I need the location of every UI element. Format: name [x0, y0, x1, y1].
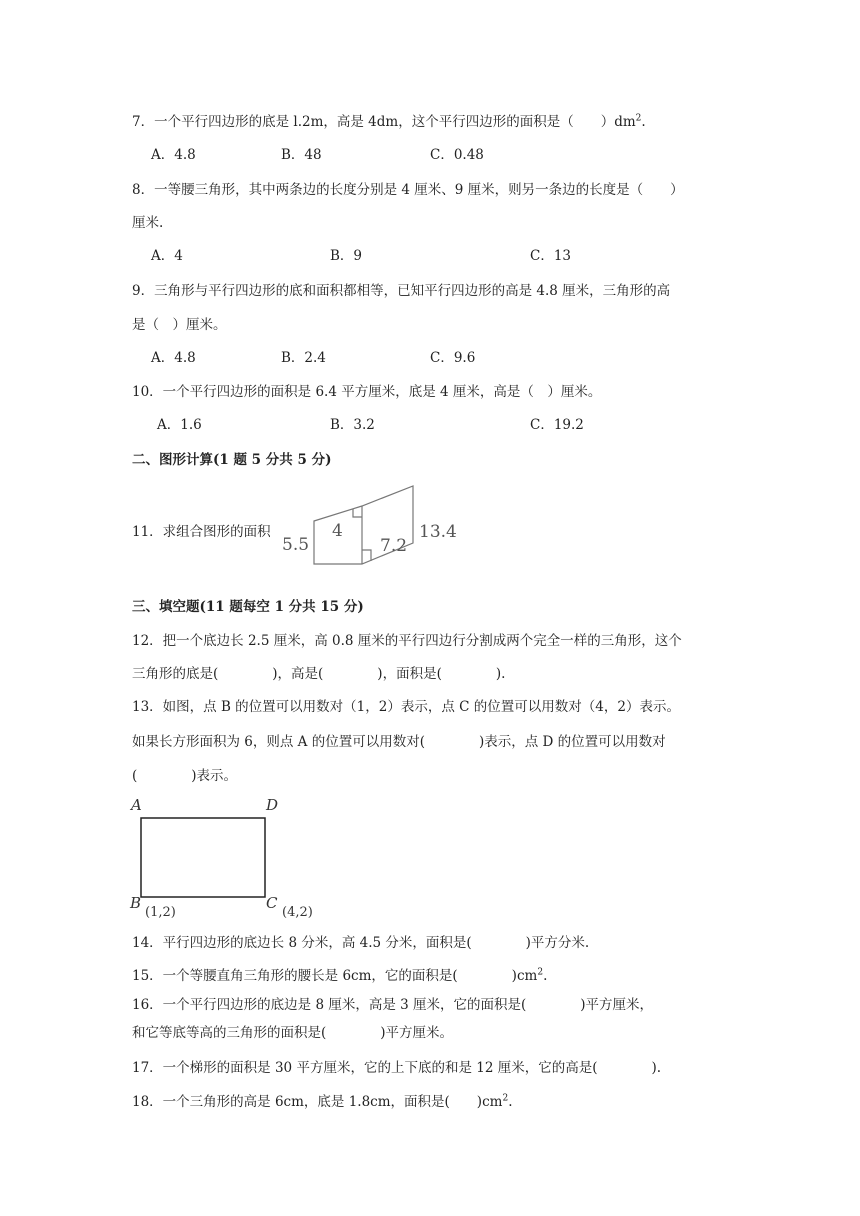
label-4: 4: [332, 521, 343, 541]
label-c: C: [266, 894, 278, 912]
question-17: 17．一个梯形的面积是 30 平方厘米，它的上下底的和是 12 厘米，它的高是( ).: [132, 1060, 662, 1076]
label-13-4: 13.4: [419, 522, 457, 542]
question-16-line1: 16．一个平行四边形的底边是 8 厘米，高是 3 厘米，它的面积是( )平方厘米，: [132, 997, 654, 1013]
question-13-line1: 13．如图，点 B 的位置可以用数对（1，2）表示，点 C 的位置可以用数对（4，2）表示。: [132, 699, 680, 715]
question-7: 7．一个平行四边形的底是 l.2m，高是 4dm，这个平行四边形的面积是（ ）$dm^2$.: [132, 113, 646, 130]
question-9-line1: 9．三角形与平行四边形的底和面积都相等，已知平行四边形的高是 4.8 厘米，三角形的高: [132, 283, 671, 299]
question-12-line2: 三角形的底是( )，高是( )，面积是( ).: [132, 666, 506, 682]
composite-shape-figure: [280, 484, 460, 579]
question-8-line1: 8．一等腰三角形，其中两条边的长度分别是 4 厘米、9 厘米，则另一条边的长度是（ ）: [132, 182, 684, 198]
option-7b: B．48: [281, 147, 322, 163]
option-8b: B．9: [330, 248, 363, 264]
option-9b: B．2.4: [281, 350, 326, 366]
option-7c: C．0.48: [430, 147, 484, 163]
option-9a: A．4.8: [151, 350, 196, 366]
question-9-line2: 是（ ）厘米。: [132, 317, 227, 333]
label-7-2: 7.2: [380, 536, 408, 556]
question-13-line3: ( )表示。: [132, 768, 238, 784]
option-8c: C．13: [530, 248, 572, 264]
question-16-line2: 和它等底等高的三角形的面积是( )平方厘米。: [132, 1025, 454, 1041]
label-d: D: [266, 796, 279, 814]
question-18-text: 18．一个三角形的高是 6cm，底是 1.8cm，面积是( )cm: [132, 1094, 503, 1110]
section-2-heading: 二、图形计算(1 题 5 分共 5 分): [132, 452, 332, 468]
question-10: 10．一个平行四边形的面积是 6.4 平方厘米，底是 4 厘米，高是（ ）厘米。: [132, 384, 602, 400]
option-10c: C．19.2: [530, 417, 584, 433]
option-7a: A．4.8: [151, 147, 196, 163]
question-18: 18．一个三角形的高是 6cm，底是 1.8cm，面积是( )$cm^2$.: [132, 1093, 513, 1110]
option-10a: A．1.6: [157, 417, 202, 433]
question-15-text: 15．一个等腰直角三角形的腰长是 6cm，它的面积是( )cm: [132, 968, 538, 984]
question-14: 14．平行四边形的底边长 8 分米，高 4.5 分米，面积是( )平方分米.: [132, 935, 590, 951]
question-13-line2: 如果长方形面积为 6，则点 A 的位置可以用数对( )表示，点 D 的位置可以用数对: [132, 734, 666, 750]
label-a: A: [131, 796, 142, 814]
question-11: 11．求组合图形的面积: [132, 524, 271, 540]
label-b: B: [130, 894, 142, 912]
label-5-5: 5.5: [282, 535, 310, 555]
question-15: 15．一个等腰直角三角形的腰长是 6cm，它的面积是( )$cm^2$.: [132, 967, 548, 984]
option-10b: B．3.2: [330, 417, 375, 433]
rectangle-figure: [128, 796, 328, 920]
question-12-line1: 12．把一个底边长 2.5 厘米，高 0.8 厘米的平行四边行分割成两个完全一样的三角形，这个: [132, 633, 682, 649]
section-3-heading: 三、填空题(11 题每空 1 分共 15 分): [132, 599, 364, 615]
label-c-coord: (4,2): [282, 905, 313, 920]
question-8-line2: 厘米.: [132, 215, 164, 231]
label-b-coord: (1,2): [145, 905, 176, 920]
option-9c: C．9.6: [430, 350, 476, 366]
rectangle-abcd: [141, 818, 265, 897]
option-8a: A．4: [151, 248, 183, 264]
question-7-text: 7．一个平行四边形的底是 l.2m，高是 4dm，这个平行四边形的面积是（ ）dm: [132, 114, 636, 130]
